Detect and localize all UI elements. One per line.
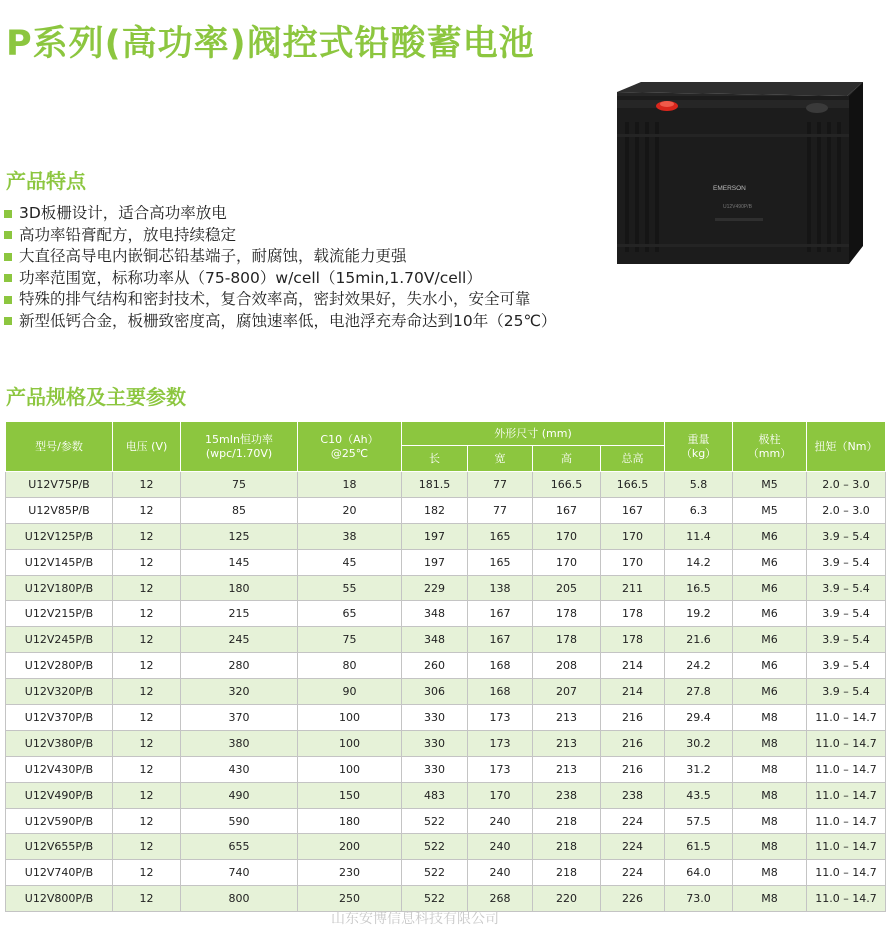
table-cell: 216 [601,705,665,731]
table-cell: 182 [402,497,468,523]
table-cell: U12V75P/B [6,472,113,498]
table-cell: 170 [533,549,601,575]
table-cell: 215 [181,601,298,627]
table-cell: 348 [402,601,468,627]
table-cell: 11.0 – 14.7 [807,730,886,756]
table-cell: 30.2 [665,730,733,756]
table-cell: M8 [733,756,807,782]
table-cell: 12 [113,834,181,860]
table-cell: 61.5 [665,834,733,860]
header-weight: 重量 （kg） [665,422,733,472]
table-cell: M8 [733,730,807,756]
table-cell: 306 [402,679,468,705]
table-row [6,808,886,834]
table-cell: U12V380P/B [6,730,113,756]
table-cell: 178 [533,601,601,627]
header-voltage: 电压 (V) [113,422,181,472]
table-row [6,523,886,549]
table-cell: 12 [113,653,181,679]
table-cell: 166.5 [601,472,665,498]
table-cell: 166.5 [533,472,601,498]
table-cell: 27.8 [665,679,733,705]
table-cell: 12 [113,782,181,808]
table-row [6,679,886,705]
table-cell: 320 [181,679,298,705]
table-cell: 21.6 [665,627,733,653]
table-cell: 240 [468,834,533,860]
table-row [6,834,886,860]
table-cell: 11.0 – 14.7 [807,808,886,834]
spec-table [5,421,886,912]
table-cell: U12V800P/B [6,886,113,912]
table-cell: 522 [402,886,468,912]
table-cell: 43.5 [665,782,733,808]
table-cell: 218 [533,808,601,834]
table-cell: 11.0 – 14.7 [807,782,886,808]
table-cell: 45 [298,549,402,575]
table-cell: U12V215P/B [6,601,113,627]
table-cell: 330 [402,756,468,782]
table-cell: 167 [468,601,533,627]
feature-item: 大直径高导电内嵌铜芯铅基端子，耐腐蚀，载流能力更强 [4,246,556,268]
table-row [6,575,886,601]
table-cell: 167 [601,497,665,523]
table-cell: 90 [298,679,402,705]
table-cell: 180 [181,575,298,601]
header-dimensions: 外形尺寸 (mm) [402,422,665,446]
table-cell: 216 [601,756,665,782]
table-row [6,860,886,886]
table-cell: 205 [533,575,601,601]
table-cell: 522 [402,860,468,886]
feature-item: 3D板栅设计，适合高功率放电 [4,203,556,225]
table-cell: M8 [733,808,807,834]
table-cell: 29.4 [665,705,733,731]
header-torque: 扭矩（Nm） [807,422,886,472]
table-cell: 6.3 [665,497,733,523]
table-cell: 18 [298,472,402,498]
features-heading: 产品特点 [6,169,86,193]
table-cell: 12 [113,679,181,705]
table-cell: 483 [402,782,468,808]
table-cell: 170 [601,549,665,575]
feature-item: 功率范围宽，标称功率从（75-800）w/cell（15min,1.70V/cell） [4,268,556,290]
table-cell: 12 [113,549,181,575]
table-cell: 3.9 – 5.4 [807,627,886,653]
table-cell: 167 [533,497,601,523]
table-cell: 11.0 – 14.7 [807,886,886,912]
table-cell: U12V125P/B [6,523,113,549]
table-cell: 125 [181,523,298,549]
table-cell: 77 [468,472,533,498]
table-cell: 3.9 – 5.4 [807,653,886,679]
table-cell: 330 [402,730,468,756]
table-cell: 170 [533,523,601,549]
table-cell: 522 [402,834,468,860]
table-row [6,497,886,523]
table-cell: 3.9 – 5.4 [807,523,886,549]
table-cell: 181.5 [402,472,468,498]
table-cell: 12 [113,705,181,731]
square-bullet-icon [4,210,12,218]
table-cell: 213 [533,730,601,756]
table-row [6,653,886,679]
table-cell: 12 [113,601,181,627]
table-cell: 12 [113,756,181,782]
table-cell: 224 [601,808,665,834]
table-cell: 11.0 – 14.7 [807,860,886,886]
table-cell: 330 [402,705,468,731]
table-cell: 240 [468,860,533,886]
table-cell: 2.0 – 3.0 [807,472,886,498]
table-cell: 80 [298,653,402,679]
table-cell: 167 [468,627,533,653]
spec-table-body [6,472,886,912]
table-cell: 490 [181,782,298,808]
watermark: 山东安博信息科技有限公司 [331,911,499,927]
table-cell: 12 [113,730,181,756]
table-cell: 24.2 [665,653,733,679]
table-cell: 12 [113,472,181,498]
table-cell: 238 [533,782,601,808]
table-cell: 3.9 – 5.4 [807,575,886,601]
table-cell: 64.0 [665,860,733,886]
table-cell: 150 [298,782,402,808]
page-title: P系列(高功率)阀控式铅酸蓄电池 [6,24,535,64]
table-cell: U12V320P/B [6,679,113,705]
table-cell: M8 [733,886,807,912]
header-power: 15mIn恒功率 (wpc/1.70V) [181,422,298,472]
table-cell: 138 [468,575,533,601]
table-cell: 655 [181,834,298,860]
table-cell: 178 [601,627,665,653]
spec-heading: 产品规格及主要参数 [6,385,186,409]
square-bullet-icon [4,317,12,325]
table-cell: M6 [733,523,807,549]
square-bullet-icon [4,253,12,261]
table-cell: M6 [733,601,807,627]
header-terminal: 极柱 （mm） [733,422,807,472]
table-cell: 85 [181,497,298,523]
square-bullet-icon [4,231,12,239]
table-cell: 180 [298,808,402,834]
table-cell: 240 [468,808,533,834]
table-cell: U12V590P/B [6,808,113,834]
table-cell: 11.0 – 14.7 [807,705,886,731]
table-cell: 173 [468,756,533,782]
table-cell: 430 [181,756,298,782]
features-list [4,203,556,332]
table-cell: M8 [733,860,807,886]
feature-item: 高功率铅膏配方，放电持续稳定 [4,225,556,247]
table-cell: 214 [601,679,665,705]
table-cell: 14.2 [665,549,733,575]
table-cell: 245 [181,627,298,653]
table-cell: 197 [402,523,468,549]
table-cell: 220 [533,886,601,912]
table-cell: 12 [113,627,181,653]
table-cell: 57.5 [665,808,733,834]
table-cell: 229 [402,575,468,601]
table-cell: 208 [533,653,601,679]
battery-image [617,82,863,264]
table-cell: 20 [298,497,402,523]
table-cell: 2.0 – 3.0 [807,497,886,523]
table-cell: 173 [468,705,533,731]
table-cell: 197 [402,549,468,575]
table-row [6,627,886,653]
table-cell: 380 [181,730,298,756]
table-cell: 100 [298,730,402,756]
table-row [6,549,886,575]
header-width: 宽 [468,446,533,472]
table-cell: M6 [733,679,807,705]
table-cell: 3.9 – 5.4 [807,679,886,705]
table-cell: 16.5 [665,575,733,601]
table-cell: 100 [298,756,402,782]
table-cell: U12V245P/B [6,627,113,653]
table-cell: U12V85P/B [6,497,113,523]
table-cell: 178 [533,627,601,653]
table-cell: M5 [733,497,807,523]
table-cell: M6 [733,575,807,601]
feature-item: 新型低钙合金，板栅致密度高，腐蚀速率低，电池浮充寿命达到10年（25℃） [4,311,556,333]
table-cell: 230 [298,860,402,886]
table-cell: U12V655P/B [6,834,113,860]
table-cell: 280 [181,653,298,679]
table-cell: 12 [113,860,181,886]
header-c10: C10（Ah） @25℃ [298,422,402,472]
table-cell: 370 [181,705,298,731]
table-cell: 224 [601,834,665,860]
table-cell: M6 [733,653,807,679]
table-cell: 218 [533,834,601,860]
table-cell: M8 [733,705,807,731]
table-cell: 65 [298,601,402,627]
table-cell: 740 [181,860,298,886]
table-cell: U12V145P/B [6,549,113,575]
table-row [6,730,886,756]
table-cell: 55 [298,575,402,601]
table-cell: 207 [533,679,601,705]
table-cell: 3.9 – 5.4 [807,601,886,627]
table-cell: 165 [468,523,533,549]
table-cell: U12V180P/B [6,575,113,601]
table-cell: 173 [468,730,533,756]
table-cell: M8 [733,782,807,808]
header-length: 长 [402,446,468,472]
header-total-height: 总高 [601,446,665,472]
table-cell: 348 [402,627,468,653]
table-cell: 12 [113,523,181,549]
table-cell: 216 [601,730,665,756]
table-cell: 31.2 [665,756,733,782]
table-cell: 11.0 – 14.7 [807,756,886,782]
table-cell: M6 [733,627,807,653]
header-model: 型号/参数 [6,422,113,472]
table-cell: 75 [298,627,402,653]
table-cell: 590 [181,808,298,834]
table-cell: 38 [298,523,402,549]
table-cell: 75 [181,472,298,498]
table-cell: 12 [113,886,181,912]
table-cell: 11.0 – 14.7 [807,834,886,860]
feature-item: 特殊的排气结构和密封技术，复合效率高，密封效果好，失水小，安全可靠 [4,289,556,311]
header-height: 高 [533,446,601,472]
table-cell: 213 [533,705,601,731]
table-cell: 3.9 – 5.4 [807,549,886,575]
table-cell: 77 [468,497,533,523]
square-bullet-icon [4,296,12,304]
table-cell: 100 [298,705,402,731]
table-cell: U12V740P/B [6,860,113,886]
table-cell: 165 [468,549,533,575]
table-cell: 19.2 [665,601,733,627]
table-cell: 170 [468,782,533,808]
table-cell: 250 [298,886,402,912]
table-cell: 260 [402,653,468,679]
table-cell: U12V430P/B [6,756,113,782]
table-cell: U12V370P/B [6,705,113,731]
table-cell: M8 [733,834,807,860]
table-cell: U12V280P/B [6,653,113,679]
table-row [6,705,886,731]
table-cell: M5 [733,472,807,498]
table-cell: 200 [298,834,402,860]
battery-brand-label: EMERSON [713,185,746,192]
battery-model-label: U12V490P/B [723,204,752,210]
negative-terminal-icon [806,103,828,113]
table-cell: 168 [468,679,533,705]
table-cell: 11.4 [665,523,733,549]
square-bullet-icon [4,274,12,282]
table-row [6,782,886,808]
table-cell: 5.8 [665,472,733,498]
table-cell: 224 [601,860,665,886]
table-cell: 211 [601,575,665,601]
table-cell: M6 [733,549,807,575]
table-row [6,601,886,627]
table-row [6,756,886,782]
table-cell: 800 [181,886,298,912]
table-cell: 12 [113,808,181,834]
table-cell: 168 [468,653,533,679]
table-cell: 214 [601,653,665,679]
table-cell: 226 [601,886,665,912]
table-cell: 145 [181,549,298,575]
table-cell: 12 [113,497,181,523]
table-cell: 170 [601,523,665,549]
table-cell: 178 [601,601,665,627]
table-row [6,472,886,498]
table-cell: 12 [113,575,181,601]
table-cell: 268 [468,886,533,912]
table-cell: 218 [533,860,601,886]
table-cell: U12V490P/B [6,782,113,808]
table-cell: 73.0 [665,886,733,912]
table-cell: 213 [533,756,601,782]
table-cell: 522 [402,808,468,834]
table-cell: 238 [601,782,665,808]
